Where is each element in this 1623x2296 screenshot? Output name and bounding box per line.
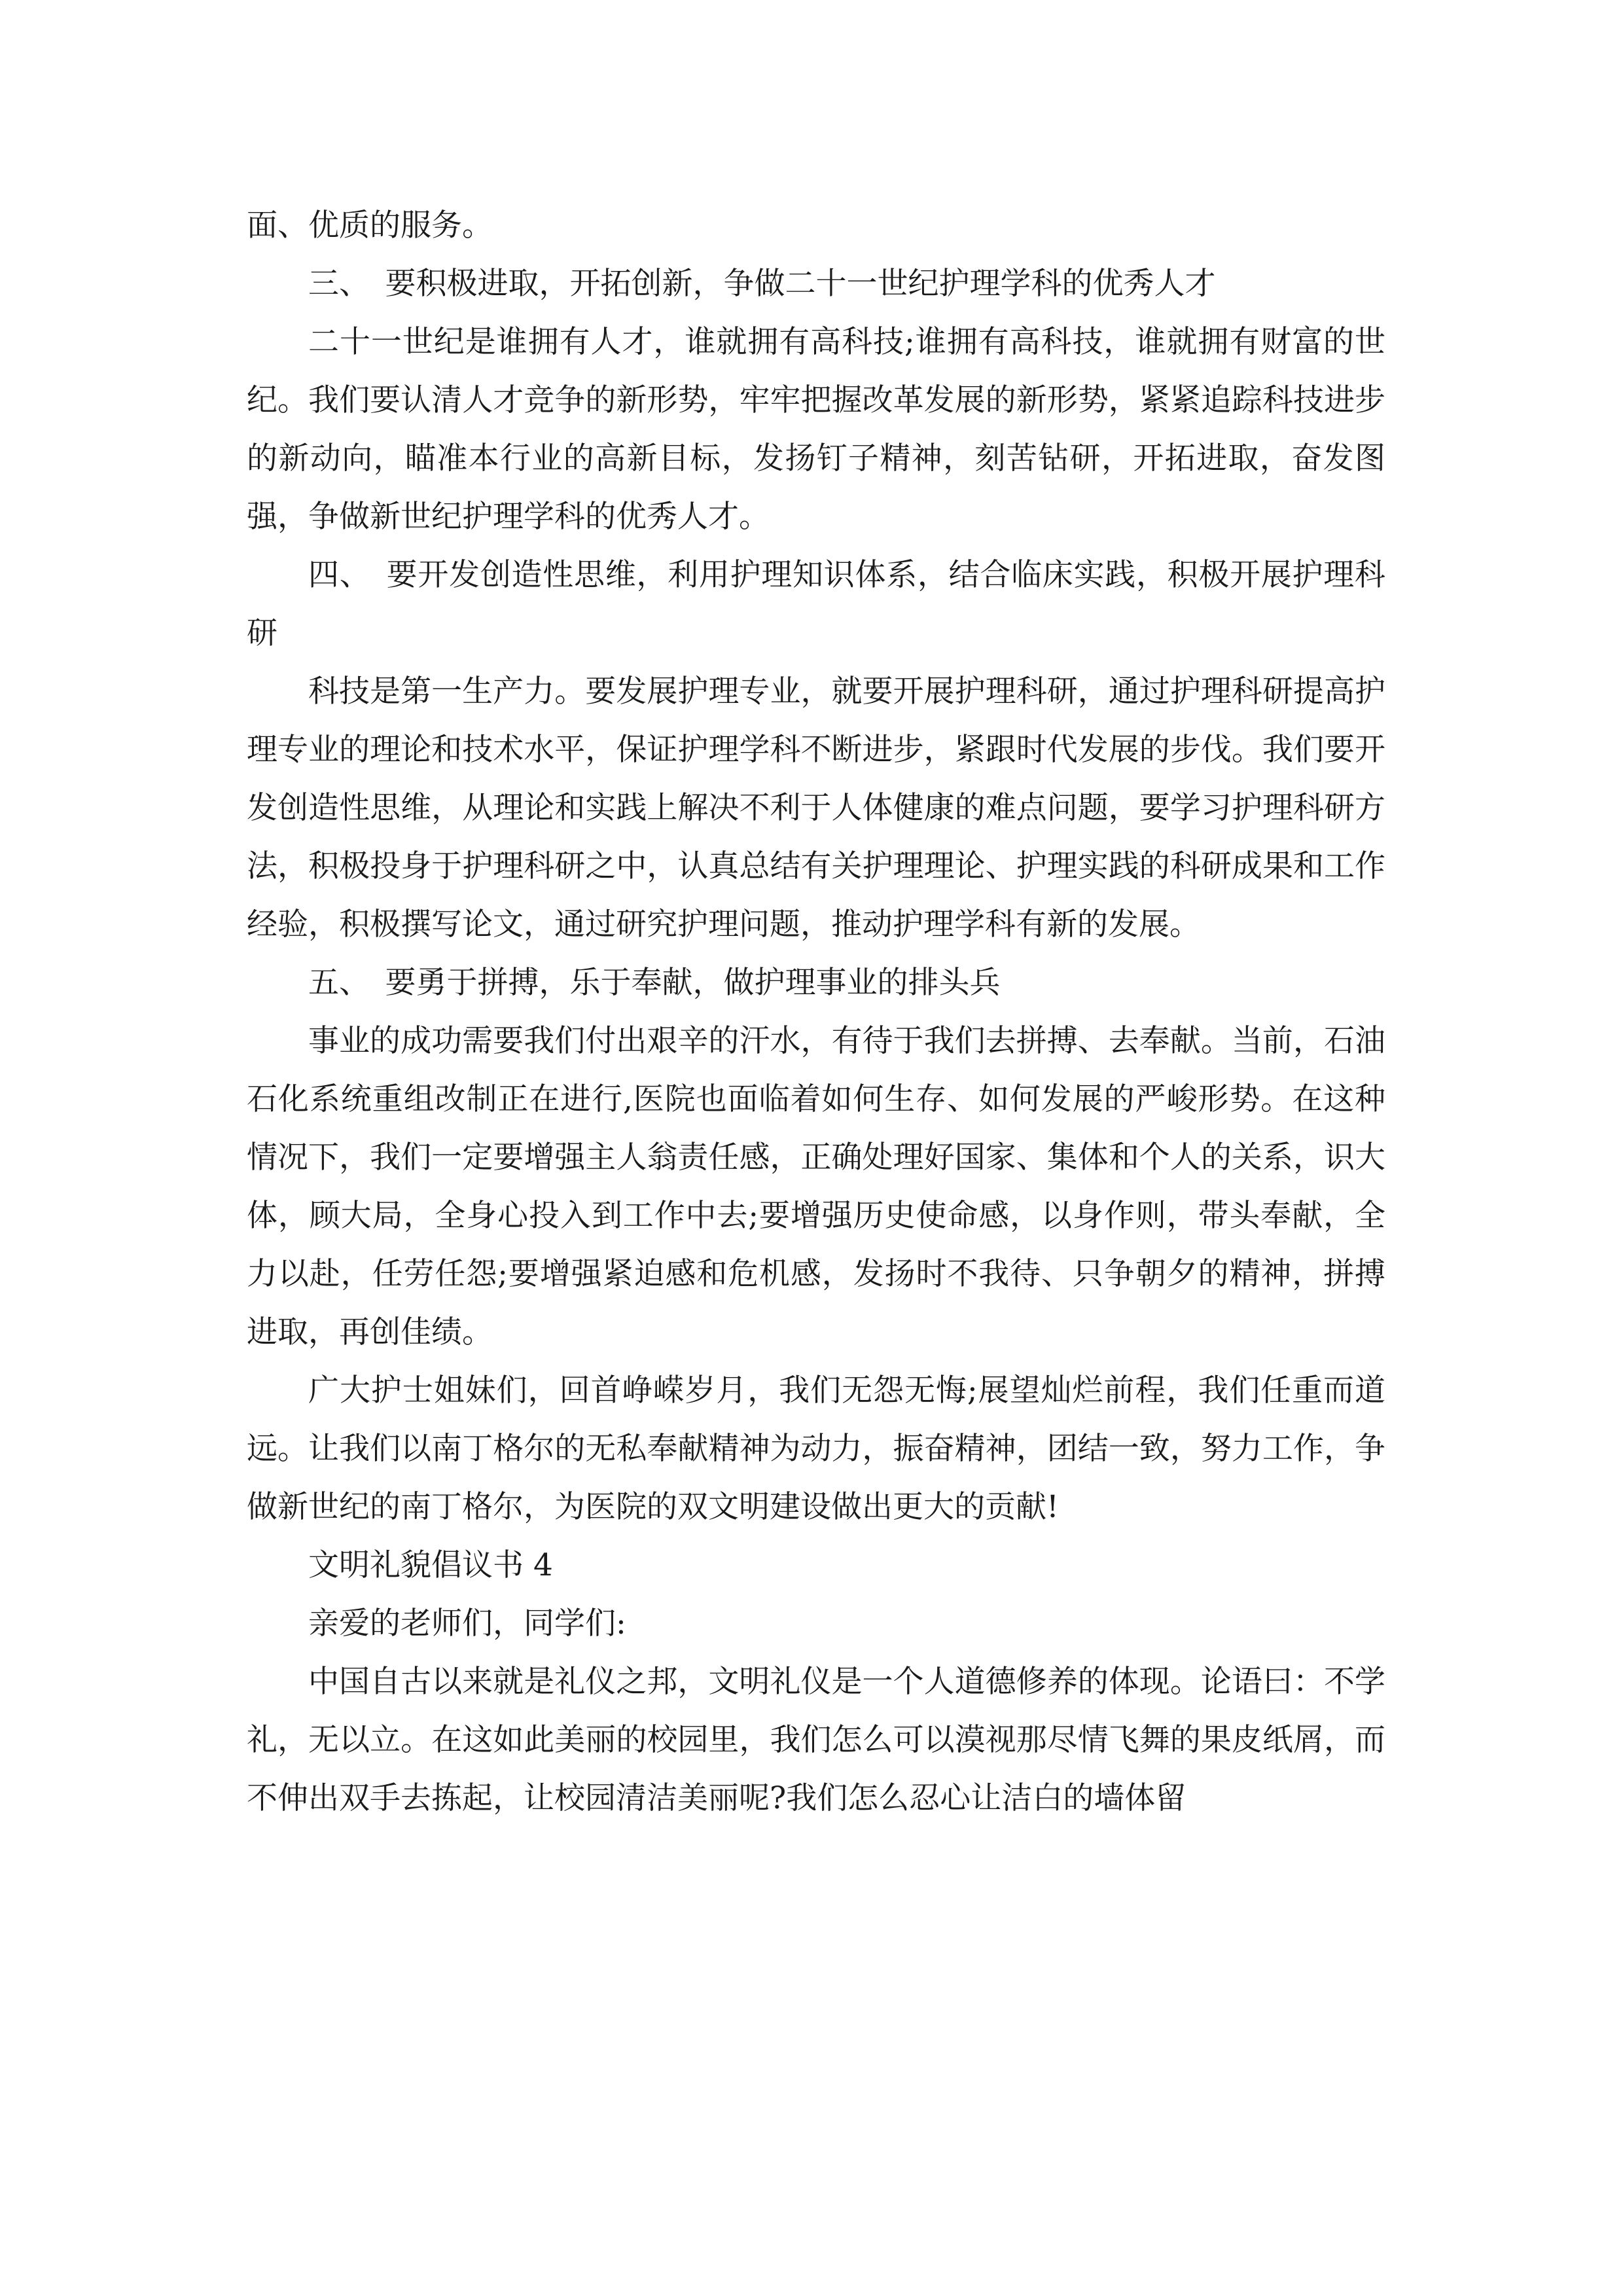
paragraph-etiquette: 中国自古以来就是礼仪之邦，文明礼仪是一个人道德修养的体现。论语曰：不学礼，无以立。在这如此美丽的校园里，我们怎么可以漠视那尽情飞舞的果皮纸屑，而不伸出双手去拣起，让校园清洁美丽呢?我们怎么忍心让洁白的墙体留 <box>247 1664 1385 1816</box>
salutation: 亲爱的老师们，同学们: <box>308 1605 626 1641</box>
heading-section-four: 四、 要开发创造性思维，利用护理知识体系，结合临床实践，积极开展护理科研 <box>247 557 1385 651</box>
document-body <box>247 196 1385 1827</box>
paragraph-closing: 广大护士姐妹们，回首峥嵘岁月，我们无怨无悔;展望灿烂前程，我们任重而道远。让我们以南丁格尔的无私奉献精神为动力，振奋精神，团结一致，努力工作，争做新世纪的南丁格尔，为医院的双文明建设做出更大的贡献! <box>247 1372 1385 1525</box>
document-title-4: 文明礼貌倡议书 4 <box>308 1547 553 1583</box>
paragraph-research: 科技是第一生产力。要发展护理专业，就要开展护理科研，通过护理科研提高护理专业的理论和技术水平，保证护理学科不断进步，紧跟时代发展的步伐。我们要开发创造性思维，从理论和实践上解决不利于人体健康的难点问题，要学习护理科研方法，积极投身于护理科研之中，认真总结有关护理理论、护理实践的科研成果和工作经验，积极撰写论文，通过研究护理问题，推动护理学科有新的发展。 <box>247 673 1385 942</box>
heading-section-five: 五、 要勇于拼搏，乐于奉献，做护理事业的排头兵 <box>308 965 1001 1001</box>
paragraph-service-end: 面、优质的服务。 <box>247 207 493 243</box>
heading-section-three: 三、 要积极进取，开拓创新，争做二十一世纪护理学科的优秀人才 <box>308 266 1216 302</box>
paragraph-dedication: 事业的成功需要我们付出艰辛的汗水，有待于我们去拼搏、去奉献。当前，石油石化系统重组改制正在进行,医院也面临着如何生存、如何发展的严峻形势。在这种情况下，我们一定要增强主人翁责任感，正确处理好国家、集体和个人的关系，识大体，顾大局，全身心投入到工作中去;要增强历史使命感，以身作则，带头奉献，全力以赴，任劳任怨;要增强紧迫感和危机感，发扬时不我待、只争朝夕的精神，拼搏进取，再创佳绩。 <box>247 1023 1385 1350</box>
paragraph-talent: 二十一世纪是谁拥有人才，谁就拥有高科技;谁拥有高科技，谁就拥有财富的世纪。我们要认清人才竞争的新形势，牢牢把握改革发展的新形势，紧紧追踪科技进步的新动向，瞄准本行业的高新目标，发扬钉子精神，刻苦钻研，开拓进取，奋发图强，争做新世纪护理学科的优秀人才。 <box>247 324 1385 535</box>
